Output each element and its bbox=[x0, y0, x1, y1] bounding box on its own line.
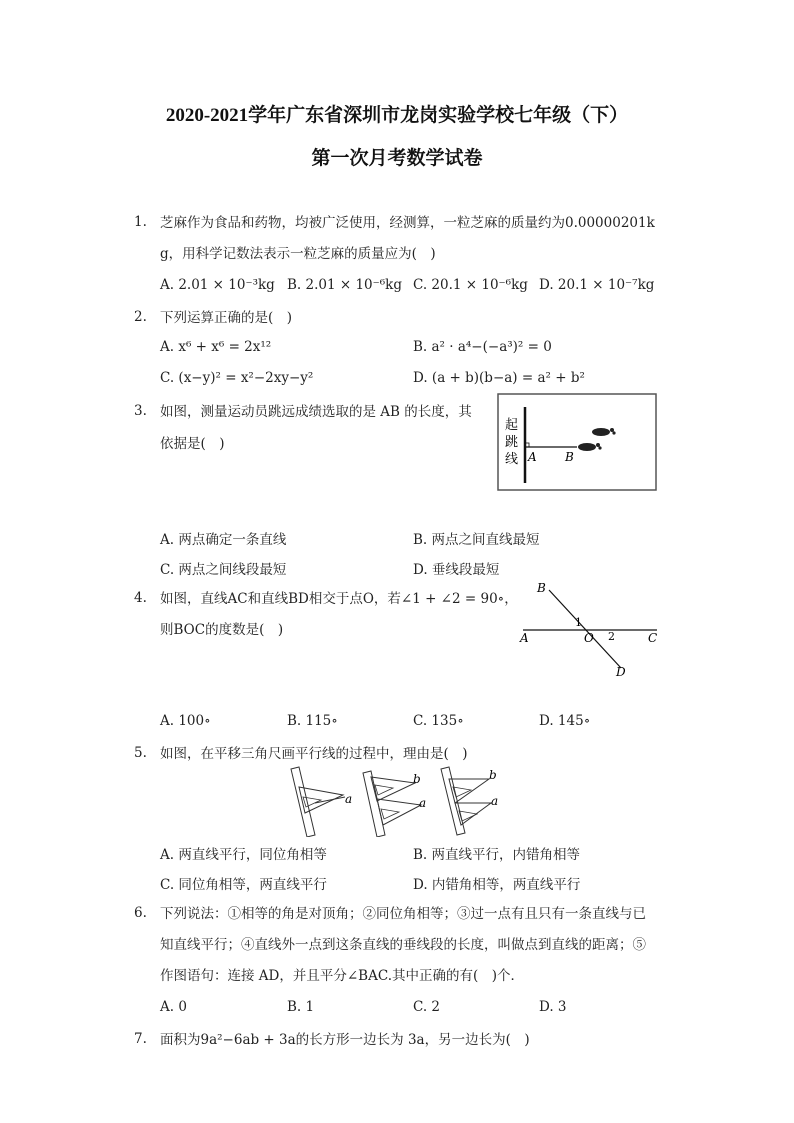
q4-intersecting-lines-figure bbox=[515, 578, 665, 682]
q5-option-d: D. 内错角相等，两直线平行 bbox=[413, 877, 581, 893]
q3-option-d: D. 垂线段最短 bbox=[413, 562, 500, 578]
q6-stem-line3: 作图语句：连接 AD，并且平分∠BAC.其中正确的有( )个． bbox=[160, 968, 525, 984]
q6-option-c: C. 2 bbox=[413, 999, 441, 1015]
q2-option-d: D. (a + b)(b−a) = a² + b² bbox=[413, 370, 585, 386]
q5-option-b: B. 两直线平行，内错角相等 bbox=[413, 847, 581, 863]
q4-angle-2: 2 bbox=[608, 630, 615, 643]
q2-option-c: C. (x−y)² = x²−2xy−y² bbox=[160, 370, 314, 386]
q7-number: 7. bbox=[134, 1031, 147, 1047]
q3-label-b: B bbox=[565, 450, 574, 464]
q5-stem: 如图，在平移三角尺画平行线的过程中，理由是( ) bbox=[160, 746, 468, 762]
q4-angle-1: 1 bbox=[575, 616, 582, 629]
q4-number: 4. bbox=[134, 590, 147, 606]
q1-option-a: A. 2.01 × 10⁻³kg bbox=[160, 277, 275, 293]
q3-vertical-label-3: 线 bbox=[505, 452, 519, 467]
q3-option-c: C. 两点之间线段最短 bbox=[160, 562, 287, 578]
q4-stem-line1: 如图，直线AC和直线BD相交于点O，若∠1 + ∠2 = 90∘， bbox=[160, 591, 518, 607]
q6-stem-line2: 知直线平行；④直线外一点到这条直线的垂线段的长度，叫做点到直线的距离；⑤ bbox=[160, 937, 646, 953]
q4-label-d: D bbox=[616, 665, 626, 679]
ruler-group-1 bbox=[291, 767, 352, 837]
q4-stem-line2: 则BOC的度数是( ) bbox=[160, 622, 284, 638]
q5-option-a: A. 两直线平行，同位角相等 bbox=[160, 847, 327, 863]
q3-option-b: B. 两点之间直线最短 bbox=[413, 532, 540, 548]
q5-group3-label-b: b bbox=[489, 768, 497, 782]
q3-stem-line2: 依据是( ) bbox=[160, 436, 225, 452]
q4-label-c: C bbox=[648, 631, 658, 645]
q4-label-a: A bbox=[520, 631, 529, 645]
q5-group3-label-a: a bbox=[491, 794, 499, 808]
q3-option-a: A. 两点确定一条直线 bbox=[160, 532, 287, 548]
exam-subtitle: 第一次月考数学试卷 bbox=[311, 148, 483, 169]
q5-group1-label-a: a bbox=[345, 792, 353, 806]
q1-option-c: C. 20.1 × 10⁻⁶kg bbox=[413, 277, 528, 293]
q4-option-b: B. 115∘ bbox=[287, 713, 338, 729]
q1-option-b: B. 2.01 × 10⁻⁶kg bbox=[287, 277, 402, 293]
q1-option-d: D. 20.1 × 10⁻⁷kg bbox=[539, 277, 655, 293]
q4-option-c: C. 135∘ bbox=[413, 713, 464, 729]
exam-title: 2020-2021学年广东省深圳市龙岗实验学校七年级（下） bbox=[165, 105, 629, 126]
q4-label-b: B bbox=[537, 581, 546, 595]
q4-option-d: D. 145∘ bbox=[539, 713, 591, 729]
q1-stem-line1: 芝麻作为食品和药物，均被广泛使用，经测算，一粒芝麻的质量约为0.00000201k bbox=[160, 215, 655, 231]
q5-triangle-ruler-figure bbox=[285, 765, 510, 837]
q5-group2-label-a: a bbox=[419, 796, 427, 810]
q2-number: 2. bbox=[134, 309, 147, 325]
q2-option-b: B. a² · a⁴−(−a³)² = 0 bbox=[413, 339, 552, 355]
q1-number: 1. bbox=[134, 214, 147, 230]
q5-group2-label-b: b bbox=[413, 772, 421, 786]
q6-option-b: B. 1 bbox=[287, 999, 315, 1015]
q5-option-c: C. 同位角相等，两直线平行 bbox=[160, 877, 327, 893]
q3-stem-line1: 如图，测量运动员跳远成绩选取的是 AB 的长度，其 bbox=[160, 404, 472, 420]
q6-option-a: A. 0 bbox=[160, 999, 187, 1015]
q1-stem-line2: g，用科学记数法表示一粒芝麻的质量应为( ) bbox=[160, 246, 436, 262]
q3-number: 3. bbox=[134, 403, 147, 419]
q2-option-a: A. x⁶ + x⁶ = 2x¹² bbox=[160, 339, 272, 355]
q4-label-o: O bbox=[584, 631, 594, 645]
q6-stem-line1: 下列说法：①相等的角是对顶角；②同位角相等；③过一点有且只有一条直线与已 bbox=[160, 906, 646, 922]
ruler-group-2 bbox=[363, 771, 426, 837]
q3-vertical-label-2: 跳 bbox=[505, 435, 519, 450]
ruler-group-3 bbox=[441, 767, 498, 835]
q3-label-a: A bbox=[528, 450, 537, 464]
q4-option-a: A. 100∘ bbox=[160, 713, 211, 729]
q6-number: 6. bbox=[134, 905, 147, 921]
q3-long-jump-figure bbox=[497, 393, 657, 491]
q3-vertical-label-1: 起 bbox=[505, 418, 519, 433]
q5-number: 5. bbox=[134, 745, 147, 761]
q2-stem: 下列运算正确的是( ) bbox=[160, 310, 293, 326]
q7-stem: 面积为9a²−6ab + 3a的长方形一边长为 3a，另一边长为( ) bbox=[160, 1032, 530, 1048]
q6-option-d: D. 3 bbox=[539, 999, 567, 1015]
